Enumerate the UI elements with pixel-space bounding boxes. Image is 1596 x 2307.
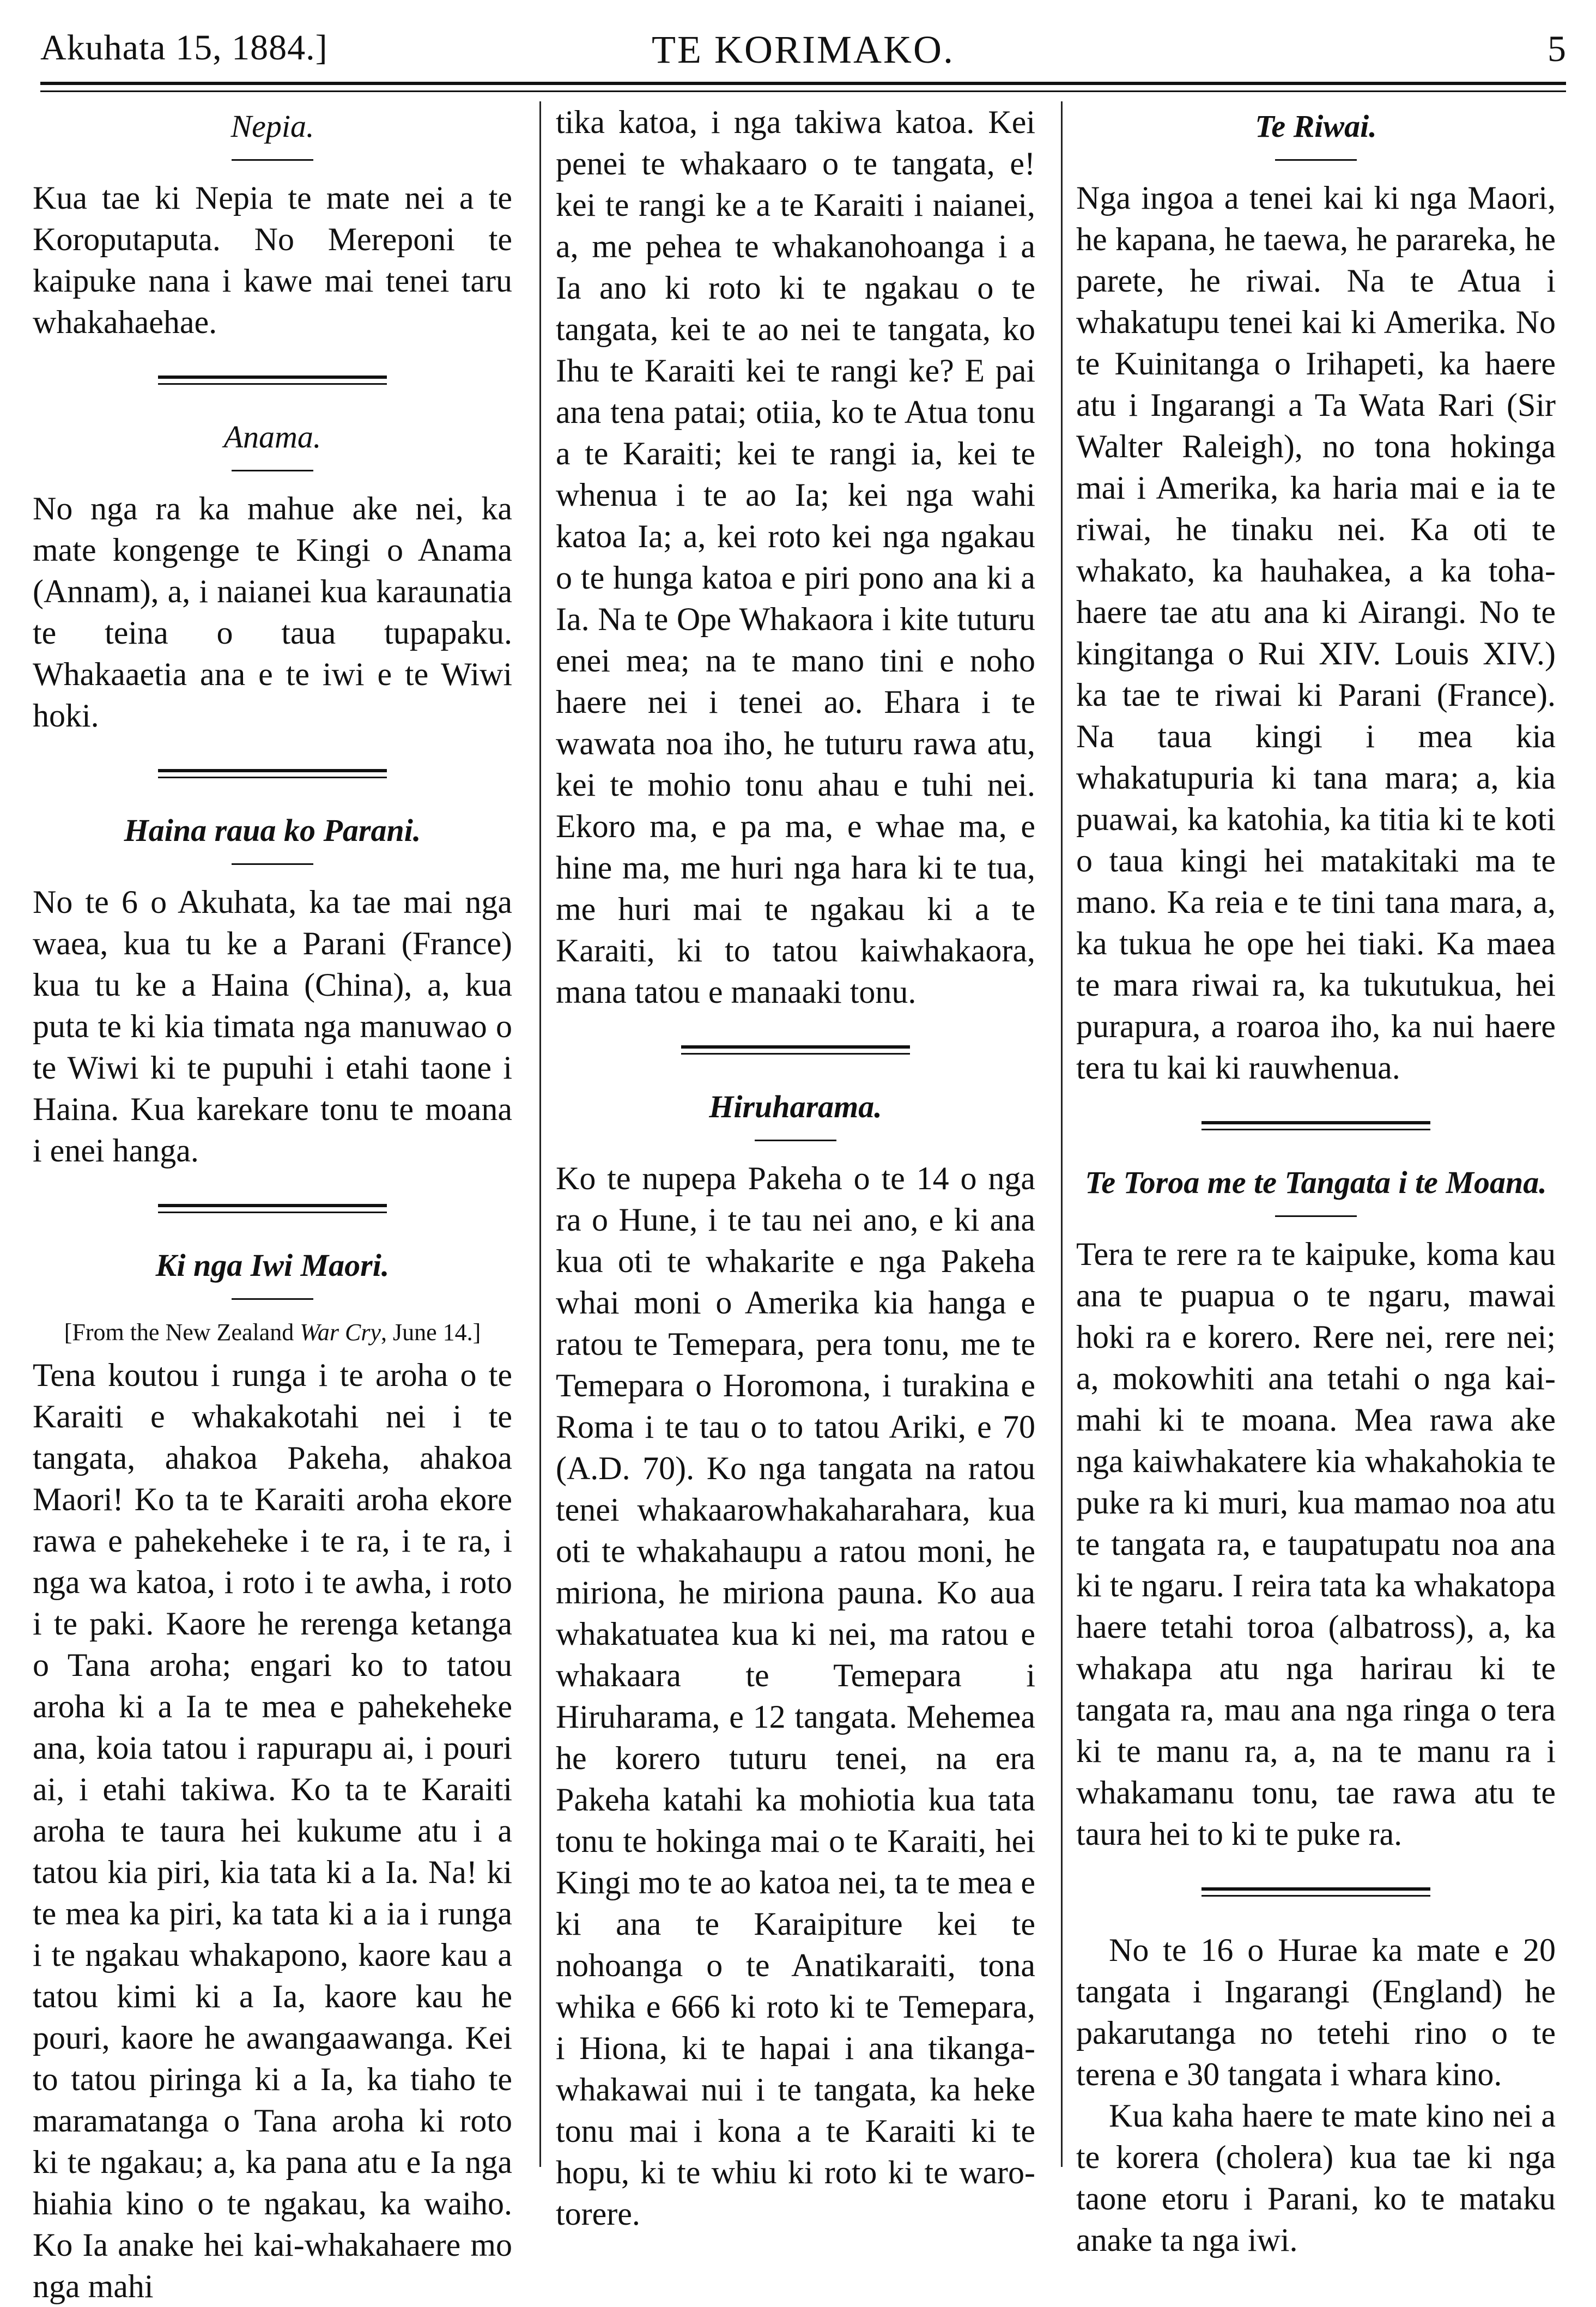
article-separator [158, 376, 387, 385]
header-rule-thin [40, 90, 1566, 92]
article-separator [681, 1045, 910, 1055]
article-separator [1201, 1887, 1430, 1897]
column-1 [33, 101, 512, 2304]
article-text-riwai: Nga ingoa a tenei kai ki nga Maori, he kapana, he taewa, he parareka, he parete, he riwai. Na te Atua i whakatupu tenei kai ki Amerika. No te Kuinitanga o Irihapeti, ka haere atu i Ingarangi a Ta Wata Rari (Sir Walter Raleigh), no tona hokinga mai i Amerika, ka haria mai e ia te riwai, he tinaku nei. Ka oti te whakato, ka hauhakea, a ka toha-haere tae atu ana ki Airangi. No te kingitanga o Rui XIV. Louis XIV.) ka tae te riwai ki Parani (France). Na taua kingi i mea kia whakatupuria ki tana mara; a, kia puawai, ka katohia, ka titia ki te koti o taua kingi hei matakitaki ma te mano. Ka reia e te tini tana mara, a, ka tukua he ope hei tiaki. Ka maea te mara riwai ra, ka tukutukua, hei purapura, a roaroa iho, ka nui haere tera tu kai ki rauwhenua. [1076, 180, 1556, 1086]
article-text-toroa: Tera te rere ra te kaipuke, koma kau ana te puapua o te ngaru, mawai hoki ra e korero. Rere nei, rere nei; a, mokowhiti ana tetahi o nga kai-mahi ki te moana. Mea rawa ake nga kaiwhakatere kia whakahokia te puke ra ki muri, kua mamao noa atu te tangata ra, e taupatupatu noa ana ki te ngaru. I reira tata ka whakatopa haere tetahi toroa (albatross), a, ka whakapa atu nga harirau ki te tangata ra, mau ana nga ringa o tera ki te manu ra, a, na te manu ra i whakamanu tonu, tae rawa atu te taura hei to ki te puke ra. [1076, 1236, 1556, 1852]
article-text-anama: No nga ra ka mahue ake nei, ka mate kongenge te Kingi o Anama (Annam), a, i naianei kua karaunatia te teina o taua tupapaku. Whakaaetia ana e te iwi e te Wiwi hoki. [33, 491, 512, 734]
article-separator [158, 1204, 387, 1213]
page-header [40, 27, 1566, 71]
article-text-hiruharama: Ko te nupepa Pakeha o te 14 o nga ra o Hune, i te tau nei ano, e ki ana kua oti te whakarite e nga Pakeha whai moni o Amerika kia hanga e ratou te Temepara, pera tonu, me te Temepara o Horomona, i turakina e Roma i te tau o to tatou Ariki, e 70 (A.D. 70). Ko nga tangata na ratou tenei whakaarowhakaharahara, kua oti te whakahaupu a ratou moni, he miriona, he miriona pauna. Ko aua whakatuatea kua ki nei, ma ratou e whakaara te Temepara i Hiruharama, e 12 tangata. Mehemea he korero tuturu tenei, na era Pakeha katahi ka mohiotia kua tata tonu te hokinga mai o te Karaiti, hei Kingi mo te ao katoa nei, ta te mea e ki ana te Karaipiture kei te nohoanga o te Anatikaraiti, tona whika e 666 ki roto ki te Temepara, i Hiona, ki te hapai i ana tikanga-whakawai nui i te tangata, ka heke tonu mai i kona a te Karaiti ki te hopu, ki te whiu ki roto ki te waro-torere. [556, 1160, 1035, 2232]
article-text-haina: No te 6 o Akuhata, ka tae mai nga waea, kua tu ke a Parani (France) kua tu ke a Haina (China), a, kua puta te ki kia timata nga manuwao o te Wiwi ki te pupuhi i etahi taone i Haina. Kua karekare tonu te moana i enei hanga. [33, 884, 512, 1168]
article-riwai [1076, 107, 1556, 1088]
news-paragraph-2: Kua kaha haere te mate kino nei a te korera (cholera) kua tae ki nga taone etoru i Parani, ko te mataku anake ta nga iwi. [1076, 2098, 1556, 2258]
article-toroa [1076, 1163, 1556, 1855]
column-divider-2 [1061, 101, 1063, 2167]
heading-hiruharama: Hiruharama. [709, 1089, 882, 1124]
article-text-nepia: Kua tae ki Nepia te mate nei a te Koroputaputa. No Mereponi te kaipuke nana i kawe mai tenei taru whakahaehae. [33, 180, 512, 340]
column-divider-1 [539, 101, 541, 2167]
source-note-italic: War Cry [300, 1319, 381, 1346]
article-separator [158, 769, 387, 778]
news-paragraph-1: No te 16 o Hurae ka mate e 20 tangata i Ingarangi (England) he pakarutanga no tetehi rino o te terena e 30 tangata i whara kino. [1076, 1932, 1556, 2092]
article-hiruharama [556, 1087, 1035, 2235]
article-text-iwi-maori-continued: tika katoa, i nga takiwa katoa. Kei penei te whakaaro o te tangata, e! kei te rangi ke a te Karaiti i naianei, a, me pehea te whakanohoanga i a Ia ano ki roto ki te ngakau o te tangata, kei te ao nei te tangata, ko Ihu te Karaiti kei te rangi ke? E pai ana tena patai; otiia, ko te Atua tonu a te Karaiti; kei te rangi ia, kei te whenua i te ao Ia; kei nga wahi katoa Ia; a, kei roto kei nga ngakau o te hunga katoa e piri pono ana ki a Ia. Na te Ope Whakaora i kite tuturu enei mea; na te mano tini e noho haere nei i tenei ao. Ehara i te wawata noa iho, he tuturu rawa atu, kei te mohio tonu ahau e tuhi nei. Ekoro ma, e pa ma, e whae ma, e hine ma, me huri nga hara ki te tua, me huri mai te ngakau ki a te Karaiti, ki to tatou kaiwhakaora, mana tatou e manaaki tonu. [556, 104, 1035, 1010]
source-note-before: [From the New Zealand [64, 1319, 300, 1346]
heading-anama: Anama. [223, 419, 321, 455]
heading-rule [755, 1140, 836, 1141]
article-anama [33, 417, 512, 736]
article-separator [1201, 1121, 1430, 1130]
heading-rule [232, 1298, 313, 1300]
heading-rule [232, 863, 313, 865]
heading-rule [1275, 159, 1357, 161]
heading-riwai: Te Riwai. [1255, 108, 1377, 144]
source-note [33, 1316, 512, 1349]
article-haina [33, 811, 512, 1171]
heading-rule [232, 159, 313, 161]
heading-toroa: Te Toroa me te Tangata i te Moana. [1085, 1165, 1547, 1200]
article-iwi-maori [33, 1246, 512, 2307]
column-2 [556, 101, 1035, 2232]
issue-date: Akuhata 15, 1884.] [40, 28, 328, 68]
heading-iwi-maori: Ki nga Iwi Maori. [155, 1248, 390, 1283]
heading-rule [1275, 1215, 1357, 1217]
page-number: 5 [1548, 28, 1566, 69]
article-nepia [33, 107, 512, 343]
source-note-after: , June 14.] [380, 1319, 481, 1346]
article-news [1076, 1929, 1556, 2261]
heading-haina: Haina raua ko Parani. [124, 813, 421, 848]
newspaper-title: TE KORIMAKO. [652, 28, 955, 71]
heading-rule [232, 470, 313, 471]
article-text-iwi-maori: Tena koutou i runga i te aroha o te Karaiti e whakakotahi nei i te tangata, ahakoa Pakeha, ahakoa Maori! Ko ta te Karaiti aroha ekore rawa e pahekeheke i te ra, i te ra, i nga wa katoa, i roto i te awha, i roto i te paki. Kaore he rerenga ketanga o Tana aroha; engari ko to tatou aroha ki a Ia te mea e pahekeheke ana, koia tatou i rapurapu ai, i pouri ai, i etahi takiwa. Ko ta te Karaiti aroha te taura hei kukume atu i a tatou kia piri, kia tata ki a Ia. Na! ki te mea ka piri, ka tata ki a ia i runga i te ngakau whakapono, kaore kau a tatou kimi ki a Ia, kaore kau he pouri, kaore he awangaawanga. Kei to tatou piringa ki a Ia, ka tiaho te maramatanga o Tana aroha ki roto ki te ngakau; a, ka pana atu e Ia nga hiahia kino o te ngakau, ka waiho. Ko Ia anake hei kai-whakahaere mo nga mahi [33, 1357, 512, 2304]
header-rule-thick [40, 82, 1566, 85]
column-3 [1076, 101, 1556, 2258]
heading-nepia: Nepia. [230, 108, 314, 144]
